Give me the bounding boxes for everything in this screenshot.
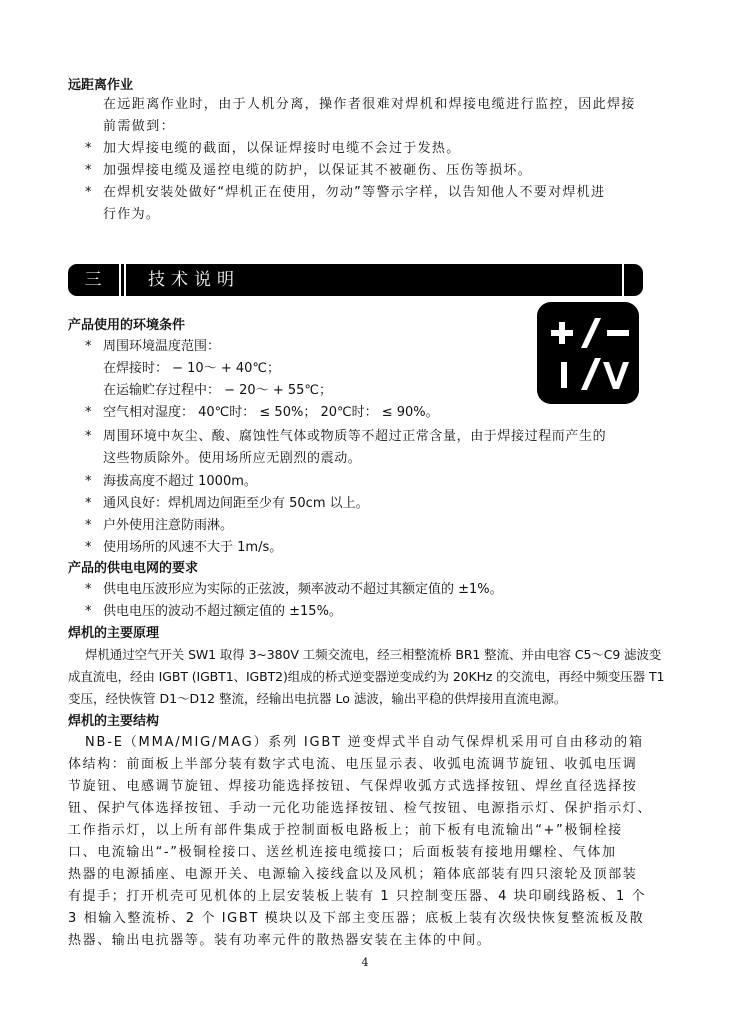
structure-line-10: 热器、输出电抗器等。装有功率元件的散热器安装在主体的中间。 — [68, 933, 492, 948]
bullet-mark: * — [85, 429, 92, 444]
env-humidity-text: 空气相对湿度： 40℃时： ≤ 50%； 20℃时： ≤ 90%。 — [103, 405, 439, 420]
structure-line-8: 有提手；打开机壳可见机体的上层安装板上装有 1 只控制变压器、4 块印刷线路板、1 个 — [68, 889, 647, 904]
env-dust — [85, 426, 685, 448]
env-altitude-text: 海拔高度不超过 1000m。 — [103, 474, 257, 489]
grid-item-2-text: 供电电压的波动不超过额定值的 ±15%。 — [103, 604, 342, 619]
remote-bullet-2-text: 加强焊接电缆及遥控电缆的防护，以保证其不被砸伤、压伤等损坏。 — [103, 163, 533, 178]
principle-line-2: 成直流电，经由 IGBT (IGBT1、IGBT2)组成的桥式逆变器逆变成约为 20KHz 的交流电，再经中频变压器 T1 — [68, 669, 665, 684]
env-rain — [85, 515, 585, 537]
section-divider — [119, 264, 121, 296]
structure-line-4: 钮、保护气体选择按钮、手动一元化功能选择按钮、检气按钮、电源指示灯、保护指示灯、 — [68, 801, 653, 816]
grid-heading: 产品的供电电网的要求 — [68, 561, 199, 576]
structure-heading: 焊机的主要结构 — [68, 714, 160, 729]
bullet-mark: * — [85, 185, 92, 200]
structure-line-6: 口、电流输出“-”极铜栓接口、送丝机连接电缆接口；后面板装有接地用螺栓、气体加 — [68, 845, 617, 860]
env-dust-continued: 这些物质除外。使用场所应无剧烈的震动。 — [103, 451, 362, 466]
page-number: 4 — [361, 956, 369, 969]
environment-heading: 产品使用的环境条件 — [68, 318, 186, 333]
env-temp-range-text: 周围环境温度范围： — [103, 339, 221, 354]
section-header-bar — [68, 264, 643, 296]
bullet-mark: * — [85, 474, 92, 489]
bullet-mark: * — [85, 141, 92, 156]
env-temp-range — [85, 336, 515, 358]
bullet-mark: * — [85, 540, 92, 555]
remote-bullet-1 — [85, 138, 675, 160]
env-ventilation — [85, 493, 585, 515]
structure-line-5: 工作指示灯，以上所有部件集成于控制面板电路板上；前下板有电流输出“+”极铜栓接 — [68, 823, 623, 838]
remote-intro-line2: 前需做到： — [103, 119, 176, 134]
remote-bullet-3-continued: 行作为。 — [103, 207, 161, 222]
env-temp-weld: 在焊接时： − 10～ + 40℃； — [103, 361, 280, 376]
grid-item-1-text: 供电电压波形应为实际的正弦波，频率波动不超过其额定值的 ±1%。 — [103, 582, 503, 597]
bullet-mark: * — [85, 604, 92, 619]
remote-bullet-2 — [85, 160, 675, 182]
bullet-mark: * — [85, 163, 92, 178]
bullet-mark: * — [85, 496, 92, 511]
structure-line-2: 体结构：前面板上半部分装有数字式电流、电压显示表、收弧电流调节旋钮、收弧电压调 — [68, 757, 638, 772]
env-wind — [85, 537, 585, 559]
env-wind-text: 使用场所的风速不大于 1m/s。 — [103, 540, 283, 555]
bullet-mark: * — [85, 518, 92, 533]
section-divider — [622, 264, 624, 296]
principle-line-3: 变压，经快恢管 D1～D12 整流，经输出电抗器 Lo 滤波，输出平稳的供焊接用直流电源。 — [68, 691, 567, 706]
remote-bullet-3-text: 在焊机安装处做好“焊机正在使用，勿动”等警示字样，以告知他人不要对焊机进 — [103, 185, 606, 200]
section-divider — [124, 264, 126, 296]
section-number: 三 — [84, 270, 102, 290]
remote-bullet-1-text: 加大焊接电缆的截面，以保证焊接时电缆不会过于发热。 — [103, 141, 461, 156]
env-rain-text: 户外使用注意防雨淋。 — [103, 518, 234, 533]
plus-minus-iv-icon — [537, 302, 639, 404]
remote-bullet-3 — [85, 182, 685, 204]
grid-item-1 — [85, 579, 685, 601]
remote-intro-line1: 在远距离作业时，由于人机分离，操作者很难对焊机和焊接电缆进行监控，因此焊接 — [103, 97, 636, 112]
env-humidity — [85, 402, 515, 424]
section-title: 技术说明 — [148, 270, 240, 290]
structure-line-9: 3 相输入整流桥、2 个 IGBT 模块以及下部主变压器；底板上装有次级快恢复整流板及散 — [68, 911, 645, 926]
bullet-mark: * — [85, 582, 92, 597]
remote-heading: 远距离作业 — [68, 78, 134, 93]
bullet-mark: * — [85, 405, 92, 420]
env-temp-transport: 在运输贮存过程中： − 20～ + 55℃； — [103, 383, 332, 398]
env-altitude — [85, 471, 585, 493]
env-dust-text: 周围环境中灰尘、酸、腐蚀性气体或物质等不超过正常含量，由于焊接过程而产生的 — [103, 429, 607, 444]
bullet-mark: * — [85, 339, 92, 354]
env-ventilation-text: 通风良好：焊机周边间距至少有 50cm 以上。 — [103, 496, 369, 511]
plus-minus-iv-icon-graphic — [537, 302, 639, 404]
structure-line-7: 热器的电源插座、电源开关、电源输入接线盒以及风机；箱体底部装有四只滚轮及顶部装 — [68, 867, 638, 882]
structure-line-3: 节旋钮、电感调节旋钮、焊接功能选择按钮、气保焊收弧方式选择按钮、焊丝直径选择按 — [68, 779, 638, 794]
grid-item-2 — [85, 601, 685, 623]
structure-line-1: NB-E（MMA/MIG/MAG）系列 IGBT 逆变焊式半自动气保焊机采用可自由移动的箱 — [85, 735, 644, 750]
principle-line-1: 焊机通过空气开关 SW1 取得 3~380V 工频交流电，经三相整流桥 BR1 整流、并由电容 C5～C9 滤波变 — [85, 647, 662, 662]
principle-heading: 焊机的主要原理 — [68, 626, 160, 641]
